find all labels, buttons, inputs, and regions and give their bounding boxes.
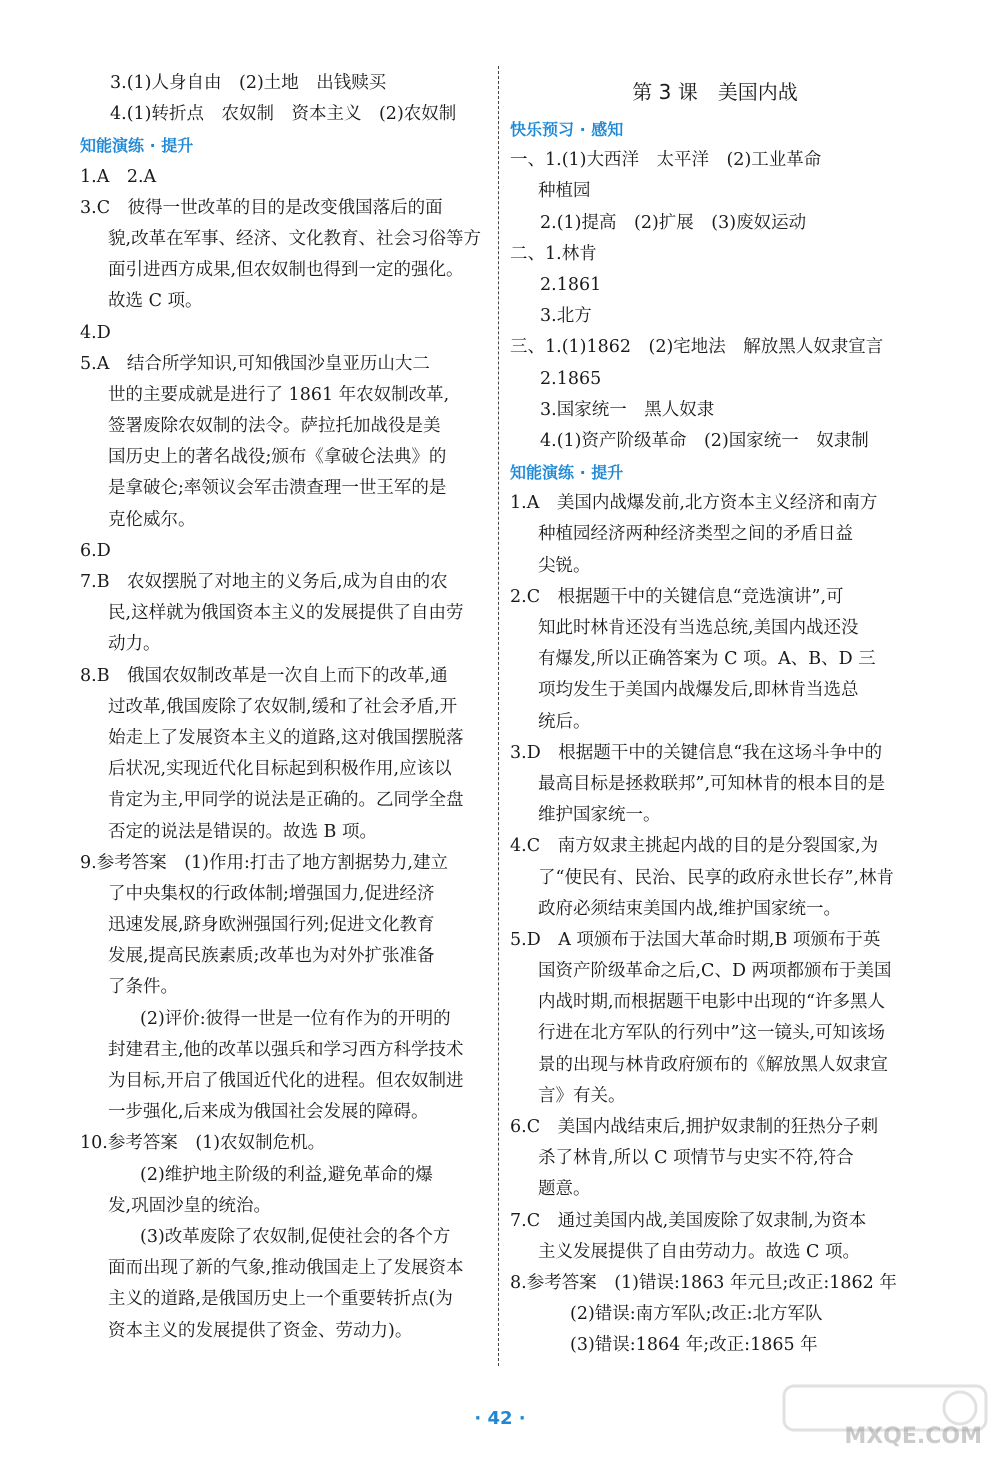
text-line: 了“使民有、民治、民享的政府永世长存”,林肯	[538, 867, 894, 888]
text-line: 3.C 彼得一世改革的目的是改变俄国落后的面	[80, 197, 443, 218]
text-line: 内战时期,而根据题干电影中出现的“许多黑人	[538, 992, 886, 1013]
page-number: · 42 ·	[474, 1408, 526, 1429]
text-line: 5.D A 项颁布于法国大革命时期,B 项颁布于英	[510, 929, 881, 950]
text-line: 二、1.林肯	[510, 243, 597, 264]
text-line: 杀了林肯,所以 C 项情节与史实不符,符合	[538, 1148, 854, 1169]
text-line: (2)评价:彼得一世是一位有作为的开明的	[140, 1008, 451, 1029]
text-line: 2.1865	[540, 368, 602, 389]
right-lines	[510, 114, 920, 1362]
text-line: 面而出现了新的气象,推动俄国走上了发展资本	[108, 1258, 464, 1279]
text-line: 种植园	[538, 181, 591, 202]
text-line: (2)错误:南方军队;改正:北方军队	[570, 1304, 823, 1325]
text-line: 项均发生于美国内战爆发后,即林肯当选总	[538, 680, 859, 701]
text-line: 主义发展提供了自由劳动力。故选 C 项。	[538, 1241, 861, 1262]
text-line: 否定的说法是错误的。故选 B 项。	[108, 821, 377, 842]
text-line: 8.B 俄国农奴制改革是一次自上而下的改革,通	[80, 665, 448, 686]
text-line: (3)错误:1864 年;改正:1865 年	[570, 1335, 818, 1356]
text-line: 为目标,开启了俄国近代化的进程。但农奴制进	[108, 1071, 464, 1091]
text-line: 了条件。	[108, 977, 178, 998]
text-line: 4.C 南方奴隶主挑起内战的目的是分裂国家,为	[510, 836, 879, 857]
text-line: 9.参考答案 (1)作用:打击了地方割据势力,建立	[80, 852, 448, 873]
text-line: 4.(1)转折点 农奴制 资本主义 (2)农奴制	[110, 104, 457, 125]
text-line: 1.A 2.A	[80, 166, 157, 187]
section-heading: 快乐预习 · 感知	[510, 120, 624, 139]
text-line: 景的出现与林肯政府颁布的《解放黑人奴隶宣	[538, 1054, 888, 1075]
text-line: 1.A 美国内战爆发前,北方资本主义经济和南方	[510, 493, 878, 514]
watermark-text: MXQE.COM	[844, 1424, 982, 1449]
text-line: 一步强化,后来成为俄国社会发展的障碍。	[108, 1102, 429, 1123]
text-line: 尖锐。	[538, 555, 591, 576]
text-line: 6.C 美国内战结束后,拥护奴隶制的狂热分子刺	[510, 1117, 879, 1137]
text-line: 7.B 农奴摆脱了对地主的义务后,成为自由的农	[80, 572, 448, 592]
right-column	[510, 68, 920, 1362]
text-line: 签署废除农奴制的法令。萨拉托加战役是美	[108, 416, 441, 437]
text-line: 克伦威尔。	[108, 509, 196, 530]
text-line: 国资产阶级革命之后,C、D 两项都颁布于美国	[538, 961, 892, 982]
text-line: 3.北方	[540, 306, 592, 327]
text-line: 始走上了发展资本主义的道路,这对俄国摆脱落	[108, 727, 464, 748]
text-line: 3.D 根据题干中的关键信息“我在这场斗争中的	[510, 742, 883, 763]
text-line: 5.A 结合所学知识,可知俄国沙皇亚历山大二	[80, 353, 430, 374]
text-line: 迅速发展,跻身欧洲强国行列;促进文化教育	[108, 915, 435, 936]
text-line: 面引进西方成果,但农奴制也得到一定的强化。	[108, 260, 464, 281]
text-line: 发,巩固沙皇的统治。	[108, 1195, 272, 1216]
text-line: 资本主义的发展提供了资金、劳动力)。	[108, 1320, 413, 1341]
text-line: 3.国家统一 黑人奴隶	[540, 399, 715, 420]
text-line: 政府必须结束美国内战,维护国家统一。	[538, 898, 842, 919]
text-line: 封建君主,他的改革以强兵和学习西方科学技术	[108, 1039, 464, 1060]
section-heading: 知能演练 · 提升	[80, 136, 194, 156]
text-line: 维护国家统一。	[538, 805, 661, 826]
text-line: 一、1.(1)大西洋 太平洋 (2)工业革命	[510, 150, 822, 171]
text-line: 2.1861	[540, 274, 602, 295]
text-line: 7.C 通过美国内战,美国废除了奴隶制,为资本	[510, 1210, 867, 1231]
text-line: 主义的道路,是俄国历史上一个重要转折点(为	[108, 1289, 453, 1310]
text-line: 2.(1)提高 (2)扩展 (3)废奴运动	[540, 212, 807, 233]
text-line: 了中央集权的行政体制;增强国力,促进经济	[108, 883, 435, 904]
text-line: 有爆发,所以正确答案为 C 项。A、B、D 三	[538, 649, 876, 670]
text-line: 言》有关。	[538, 1085, 626, 1106]
text-line: 4.D	[80, 322, 111, 343]
left-column	[80, 68, 490, 1347]
text-line: 故选 C 项。	[108, 291, 203, 312]
text-line: 3.(1)人身自由 (2)土地 出钱赎买	[110, 73, 387, 93]
text-line: 发展,提高民族素质;改革也为对外扩张准备	[108, 946, 435, 967]
text-line: 6.D	[80, 540, 111, 561]
text-line: 4.(1)资产阶级革命 (2)国家统一 奴隶制	[540, 430, 869, 451]
text-line: 三、1.(1)1862 (2)宅地法 解放黑人奴隶宣言	[510, 337, 884, 358]
text-line: 貌,改革在军事、经济、文化教育、社会习俗等方	[108, 228, 482, 249]
column-divider	[498, 66, 499, 1366]
text-line: (3)改革废除了农奴制,促使社会的各个方	[140, 1226, 451, 1247]
text-line: 国历史上的著名战役;颁布《拿破仑法典》的	[108, 447, 447, 468]
text-line: (2)维护地主阶级的利益,避免革命的爆	[140, 1164, 433, 1185]
text-line: 种植园经济两种经济类型之间的矛盾日益	[538, 524, 853, 545]
lesson-title: 第 3 课 美国内战	[632, 80, 798, 104]
text-line: 是拿破仑;率领议会军击溃查理一世王军的是	[108, 478, 447, 499]
text-line: 10.参考答案 (1)农奴制危机。	[80, 1133, 326, 1154]
text-line: 8.参考答案 (1)错误:1863 年元旦;改正:1862 年	[510, 1272, 897, 1293]
text-line: 世的主要成就是进行了 1861 年农奴制改革,	[108, 384, 450, 405]
text-line: 知此时林肯还没有当选总统,美国内战还没	[538, 618, 859, 638]
text-line: 统后。	[538, 711, 591, 732]
text-line: 后状况,实现近代化目标起到积极作用,应该以	[108, 759, 452, 780]
text-line: 最高目标是拯救联邦”,可知林肯的根本目的是	[538, 773, 886, 794]
text-line: 过改革,俄国废除了农奴制,缓和了社会矛盾,开	[108, 696, 458, 717]
text-line: 动力。	[108, 634, 161, 655]
section-heading: 知能演练 · 提升	[510, 463, 624, 483]
text-line: 肯定为主,甲同学的说法是正确的。乙同学全盘	[108, 790, 464, 811]
text-line: 行进在北方军队的行列中”这一镜头,可知该场	[538, 1023, 886, 1044]
text-line: 民,这样就为俄国资本主义的发展提供了自由劳	[108, 603, 464, 624]
text-line: 题意。	[538, 1179, 591, 1200]
text-line: 2.C 根据题干中的关键信息“竞选演讲”,可	[510, 586, 844, 607]
